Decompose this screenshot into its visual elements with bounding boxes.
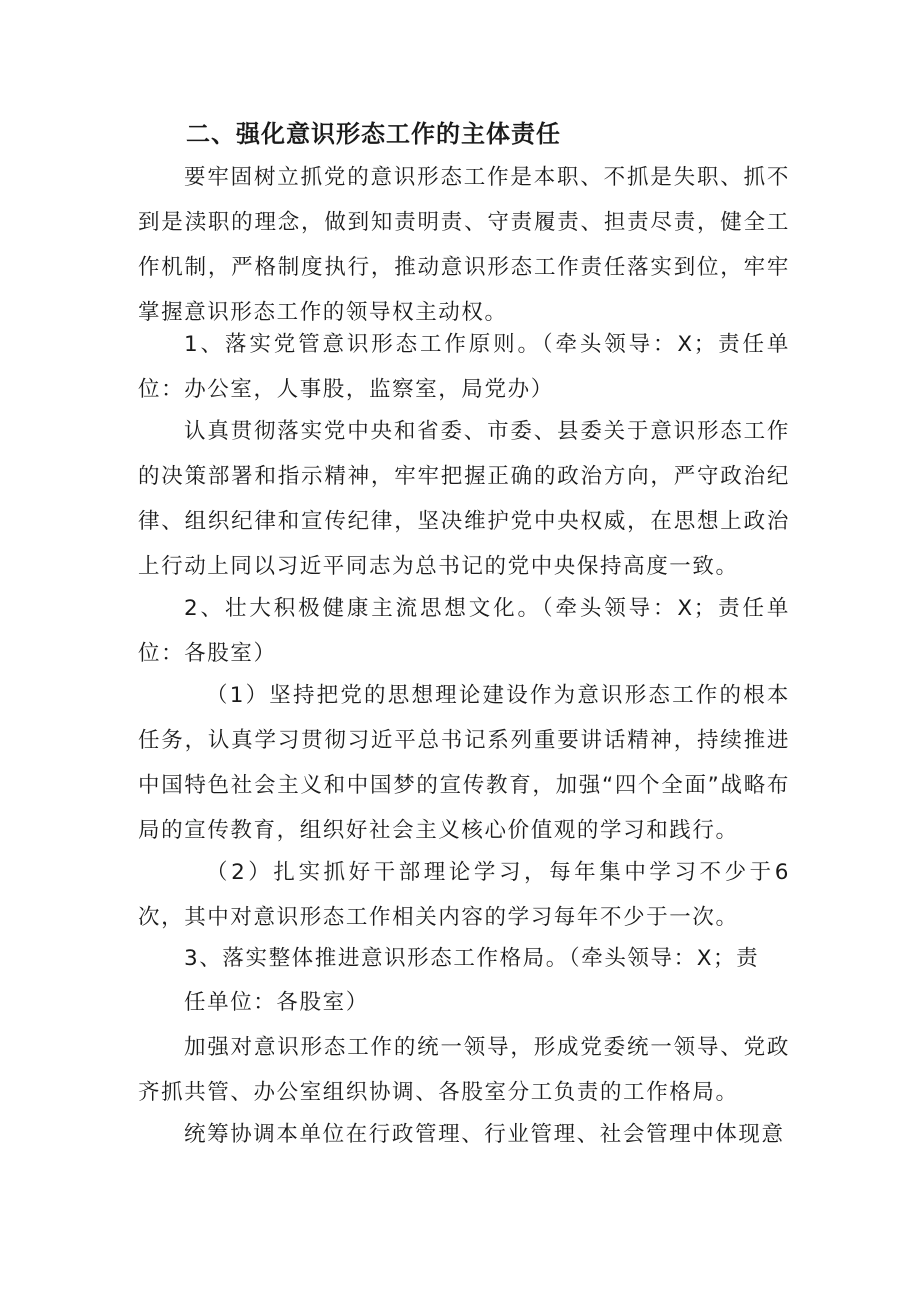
item-3-heading-line2: 任单位：各股室） — [184, 990, 369, 1015]
item-2-heading: 2、壮大积极健康主流思想文化。（牵头领导：X；责任单位：各股室） — [138, 596, 790, 666]
item-1-heading: 1、落实党管意识形态工作原则。（牵头领导：X；责任单位：办公室，人事股，监察室，局党办） — [138, 332, 790, 402]
item-3-body-continued: 统筹协调本单位在行政管理、行业管理、社会管理中体现意 — [184, 1122, 785, 1147]
item-1-body: 认真贯彻落实党中央和省委、市委、县委关于意识形态工作的决策部署和指示精神，牢牢把握正确的政治方向，严守政治纪律、组织纪律和宣传纪律，坚决维护党中央权威，在思想上政治上行动上同以习近平同志为总书记的党中央保持高度一致。 — [138, 419, 790, 579]
section-title: 二、强化意识形态工作的主体责任 — [186, 120, 561, 148]
item-2-sub-2: （2）扎实抓好干部理论学习，每年集中学习不少于6次，其中对意识形态工作相关内容的学习每年不少于一次。 — [138, 860, 790, 930]
item-3-heading-line1: 3、落实整体推进意识形态工作格局。（牵头领导：X；责 — [184, 946, 760, 971]
item-3-body: 加强对意识形态工作的统一领导，形成党委统一领导、党政齐抓共管、办公室组织协调、各股室分工负责的工作格局。 — [138, 1035, 790, 1105]
item-2-sub-1: （1）坚持把党的思想理论建设作为意识形态工作的根本任务，认真学习贯彻习近平总书记系列重要讲话精神，持续推进中国特色社会主义和中国梦的宣传教育，加强“四个全面”战略布局的宣传教育，组织好社会主义核心价值观的学习和践行。 — [138, 683, 790, 843]
intro-paragraph: 要牢固树立抓党的意识形态工作是本职、不抓是失职、抓不到是渎职的理念，做到知责明责、守责履责、担责尽责，健全工作机制，严格制度执行，推动意识形态工作责任落实到位，牢牢掌握意识形态工作的领导权主动权。 — [138, 165, 790, 325]
